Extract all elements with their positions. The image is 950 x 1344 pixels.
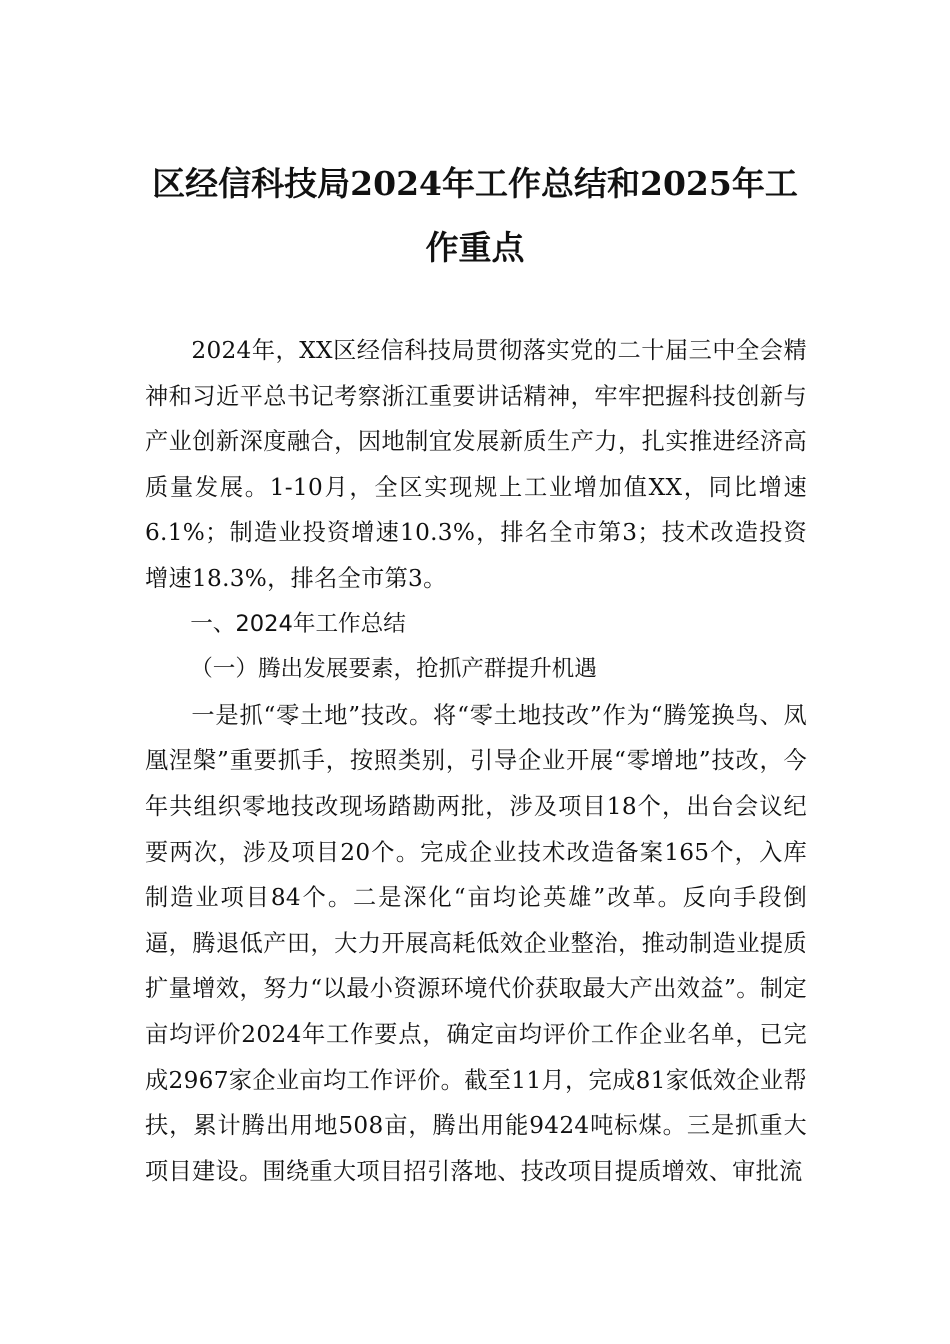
intro-paragraph: 2024年，XX区经信科技局贯彻落实党的二十届三中全会精神和习近平总书记考察浙江重要讲话精神，牢牢把握科技创新与产业创新深度融合，因地制宜发展新质生产力，扎实推进经济高质量发展。1-10月，全区实现规上工业增加值XX，同比增速6.1%；制造业投资增速10.3%，排名全市第3；技术改造投资增速18.3%，排名全市第3。 <box>145 337 807 592</box>
title-line-1: 区经信科技局2024年工作总结和2025年工 <box>152 164 798 203</box>
document-body <box>145 328 807 1194</box>
subsection-heading: （一）腾出发展要素，抢抓产群提升机遇 <box>190 656 597 683</box>
document-title <box>140 152 810 280</box>
title-line-2: 作重点 <box>425 228 525 267</box>
subsection-paragraph: 一是抓“零土地”技改。将“零土地技改”作为“腾笼换鸟、凤凰涅槃”重要抓手，按照类别，引导企业开展“零增地”技改，今年共组织零地技改现场踏勘两批，涉及项目18个，出台会议纪要两次，涉及项目20个。完成企业技术改造备案165个，入库制造业项目84个。二是深化“亩均论英雄”改革。反向手段倒逼，腾退低产田，大力开展高耗低效企业整治，推动制造业提质扩量增效，努力“以最小资源环境代价获取最大产出效益”。制定亩均评价2024年工作要点，确定亩均评价工作企业名单，已完成2967家企业亩均工作评价。截至11月，完成81家低效企业帮扶，累计腾出用地508亩，腾出用能9424吨标煤。三是抓重大项目建设。围绕重大项目招引落地、技改项目提质增效、审批流 <box>145 701 807 1185</box>
section-heading: 一、2024年工作总结 <box>190 610 406 637</box>
